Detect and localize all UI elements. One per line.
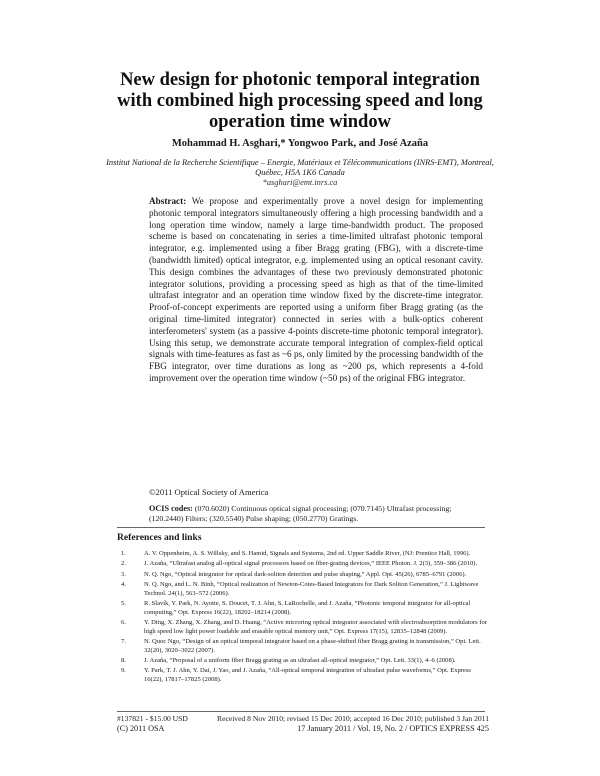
reference-text: Y. Ding, X. Zhang, X. Zhang, and D. Huang, “Active microring optical integrator associated with electroabsorption modulators for high speed low light power loadable and erasable optical memory unit,” Opt. Express 17(15), 12835–12848 (2009).: [144, 619, 487, 635]
section-divider: [117, 527, 485, 528]
ocis-text: (070.6020) Continuous optical signal processing; (070.7145) Ultrafast processing; (120.2440) Filters; (320.5540) Pulse shaping; (050.2770) Gratings.: [149, 504, 452, 523]
reference-item: [117, 550, 489, 558]
copyright-notice: ©2011 Optical Society of America: [149, 487, 269, 497]
author-list: Mohammad H. Asghari,* Yongwoo Park, and José Azaña: [171, 138, 429, 149]
reference-number: 7.: [121, 638, 126, 646]
reference-text: R. Slavík, Y. Park, N. Ayotte, S. Doucet, T. J. Ahn, S. LaRochelle, and J. Azaña, “Photonic temporal integrator for all-optical computing,” Opt. Express 16(22), 18202–18214 (2008).: [144, 600, 471, 616]
ocis-codes: [149, 504, 483, 523]
reference-number: 3.: [121, 570, 126, 578]
abstract-label: Abstract:: [149, 196, 187, 206]
author-email[interactable]: *asghari@emt.inrs.ca: [262, 178, 338, 187]
reference-item: [117, 600, 489, 617]
title-line: operation time window: [209, 112, 391, 132]
affiliation-line: Québec, H5A 1K6 Canada: [255, 168, 345, 177]
references-heading: References and links: [117, 532, 202, 543]
reference-item: [117, 619, 489, 636]
reference-text: A. V. Oppenheim, A. S. Willsky, and S. Hamid, Signals and Systems, 2nd ed. Upper Saddle River, (NJ: Prentice Hall, 1996).: [144, 550, 471, 557]
reference-text: J. Azaña, “Proposal of a uniform fiber Bragg grating as an ultrafast all-optical integrator,” Opt. Lett. 33(1), 4–6 (2008).: [144, 656, 456, 664]
article-price: #137821 - $15.00 USD: [117, 714, 188, 723]
reference-item: [117, 638, 489, 655]
ocis-label: OCIS codes:: [149, 504, 193, 513]
reference-text: Y. Park, T. J. Ahn, Y. Dai, J. Yao, and J. Azaña, “All-optical temporal integration of ultrafast pulse waveforms,” Opt. Express 16(22), 17817–17825 (2008).: [144, 667, 471, 683]
affiliation-line: Institut National de la Recherche Scientifique – Energie, Matériaux et Télécommunications (INRS-EMT), Montreal,: [106, 158, 494, 167]
paper-title: [60, 70, 540, 133]
abstract-text: We propose and experimentally prove a novel design for implementing photonic temporal integrators simultaneously offering a high processing bandwidth and a long operation time window, namely a large time-bandwidth product. The proposed scheme is based on concatenating in series a time-limited ultrafast photonic temporal integrator, e.g. implemented using a fiber Bragg grating (FBG), with a discrete-time (bandwidth limited) optical integrator, e.g. implemented using an optical resonant cavity. This design combines the advantages of these two previously demonstrated photonic integrator solutions, providing a processing speed as high as that of the time-limited ultrafast integrator and an operation time window fixed by the discrete-time integrator. Proof-of-concept experiments are reported using a uniform fiber Bragg grating (as the original time-limited integrator) connected in series with a bulk-optics coherent interferometers' system (as a passive 4-points discrete-time photonic temporal integrator). Using this setup, we demonstrate accurate temporal integration of complex-field optical signals with time-features as fast as ~6 ps, only limited by the processing bandwidth of the FBG integrator, over time durations as long as ~200 ps, which represents a 4-fold improvement over the operation time window (~50 ps) of the original FBG integrator.: [149, 196, 483, 383]
publication-history: Received 8 Nov 2010; revised 15 Dec 2010; accepted 16 Dec 2010; published 3 Jan 2011: [217, 714, 489, 723]
affiliation: [95, 158, 505, 178]
reference-item: [117, 571, 489, 579]
reference-item: [117, 667, 489, 684]
reference-item: [117, 657, 489, 665]
title-line: New design for photonic temporal integration: [120, 70, 480, 90]
journal-citation: 17 January 2011 / Vol. 19, No. 2 / OPTICS EXPRESS 425: [297, 724, 489, 733]
abstract: [149, 196, 483, 385]
reference-number: 8.: [121, 656, 126, 664]
reference-number: 2.: [121, 560, 126, 568]
reference-item: [117, 560, 489, 568]
reference-number: 1.: [121, 550, 126, 557]
reference-item: [117, 581, 489, 598]
footer-divider: [117, 711, 485, 712]
osa-copyright: (C) 2011 OSA: [117, 724, 165, 733]
title-line: with combined high processing speed and long: [117, 91, 483, 111]
reference-number: 4.: [121, 581, 126, 589]
reference-number: 9.: [121, 667, 126, 675]
reference-text: N. Q. Ngo, and L. N. Binh, “Optical realization of Newton-Cotes-Based Integrators for Dark Soliton Generation,” J. Lightwave Technol. 24(1), 563–572 (2006).: [144, 581, 479, 597]
reference-number: 6.: [121, 619, 126, 627]
reference-list: [117, 550, 489, 686]
reference-number: 5.: [121, 600, 126, 608]
reference-text: J. Azaña, “Ultrafast analog all-optical signal processors based on fiber-grating devices,” IEEE Photon. J. 2(3), 359–386 (2010).: [144, 560, 478, 568]
reference-text: N. Quoc Ngo, “Design of an optical temporal integrator based on a phase-shifted fiber Bragg grating in transmission,” Opt. Lett. 32(20), 3020–3022 (2007).: [144, 638, 481, 654]
reference-text: N. Q. Ngo, “Optical integrator for optical dark-soliton detection and pulse shaping,” Appl. Opt. 45(26), 6785–6791 (2006).: [144, 570, 467, 578]
